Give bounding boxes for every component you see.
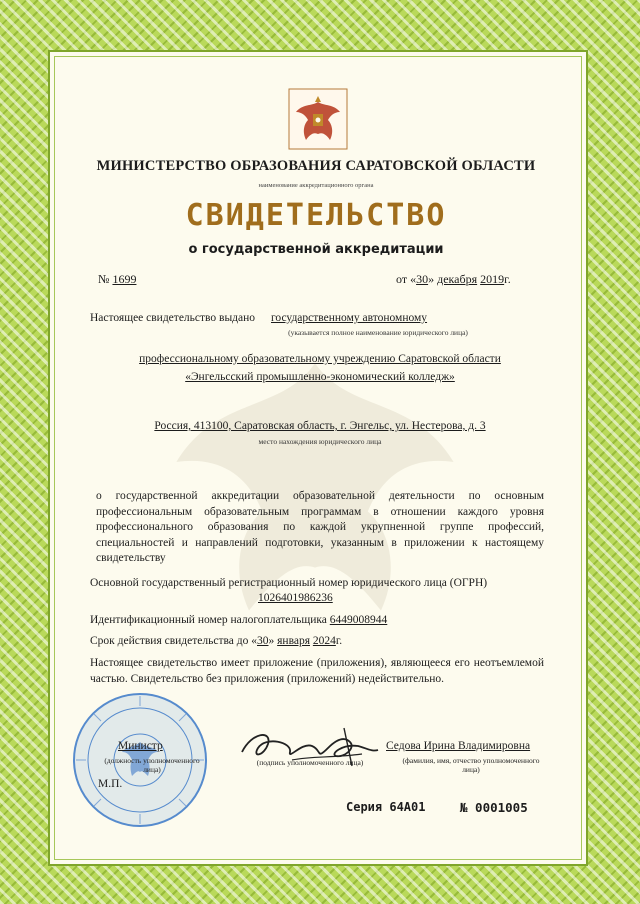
ministry-note: наименование аккредитационного органа (258, 182, 374, 189)
address-note: место нахождения юридического лица (258, 437, 382, 446)
issued-label: Настоящее свидетельство выдано (90, 312, 256, 324)
issued-note: (указывается полное наименование юридического лица) (288, 328, 468, 337)
date-mid: » (428, 272, 435, 286)
date-suffix: г. (504, 272, 511, 286)
date-day: 30 (416, 272, 429, 286)
signer-note: (фамилия, имя, отчество уполномоченного лица) (402, 756, 540, 774)
form-series: Серия 64А01 (346, 800, 426, 814)
date-year: 2019 (480, 272, 505, 286)
date-prefix: от « (396, 272, 417, 286)
organization-line-2: «Энгельсский промышленно-экономический колледж» (185, 371, 455, 383)
number-value: 1699 (112, 272, 137, 286)
term-month: января (277, 635, 310, 647)
certificate-date (396, 272, 511, 287)
date-month: декабря (437, 272, 478, 286)
signer-name: Седова Ирина Владимировна (386, 740, 531, 752)
stamp-place-label: М.П. (98, 778, 123, 790)
term-day: 30 (257, 635, 269, 647)
coat-of-arms-icon (288, 88, 348, 150)
accreditation-text: о государственной аккредитации образовательной деятельности по основным профессиональным образовательным программам в отношении каждого уровня профессионального образования по каждой укрупненной группе профессий, специальностей и направлений подготовки, указанным в приложении к настоящему свидетельству (96, 490, 544, 564)
minister-title: Министр (118, 740, 163, 752)
number-prefix: № (98, 272, 110, 286)
issued-value: государственному автономному (271, 312, 428, 324)
term-suffix: г. (335, 635, 343, 647)
signature-note: (подпись уполномоченного лица) (256, 758, 364, 767)
inn-label: Идентификационный номер налогоплательщика (90, 614, 327, 626)
appendix-text: Настоящее свидетельство имеет приложение (приложения), являющееся его неотъемлемой частью. Свидетельство без приложения (приложений) недействительно. (90, 657, 544, 685)
organization-name (60, 350, 580, 386)
certificate-subtitle: о государственной аккредитации (188, 242, 444, 257)
inn-line (90, 614, 387, 626)
certificate-number (98, 272, 136, 287)
certificate-title: СВИДЕТЕЛЬСТВО (185, 198, 447, 233)
organization-line-1: профессиональному образовательному учреждению Саратовской области (139, 353, 501, 365)
ogrn-value: 1026401986236 (258, 592, 333, 604)
validity-term (90, 635, 342, 647)
term-label: Срок действия свидетельства до « (90, 635, 257, 647)
organization-address: Россия, 413100, Саратовская область, г. Энгельс, ул. Нестерова, д. 3 (154, 420, 486, 432)
form-number: № 0001005 (460, 800, 528, 815)
minister-note: (должность уполномоченного лица) (104, 756, 200, 774)
inn-value: 6449008944 (329, 614, 388, 626)
term-year: 2024 (312, 635, 336, 647)
ministry-name: МИНИСТЕРСТВО ОБРАЗОВАНИЯ САРАТОВСКОЙ ОБЛАСТИ (96, 158, 536, 174)
term-mid: » (268, 635, 275, 647)
ogrn-label: Основной государственный регистрационный номер юридического лица (ОГРН) (90, 577, 488, 589)
